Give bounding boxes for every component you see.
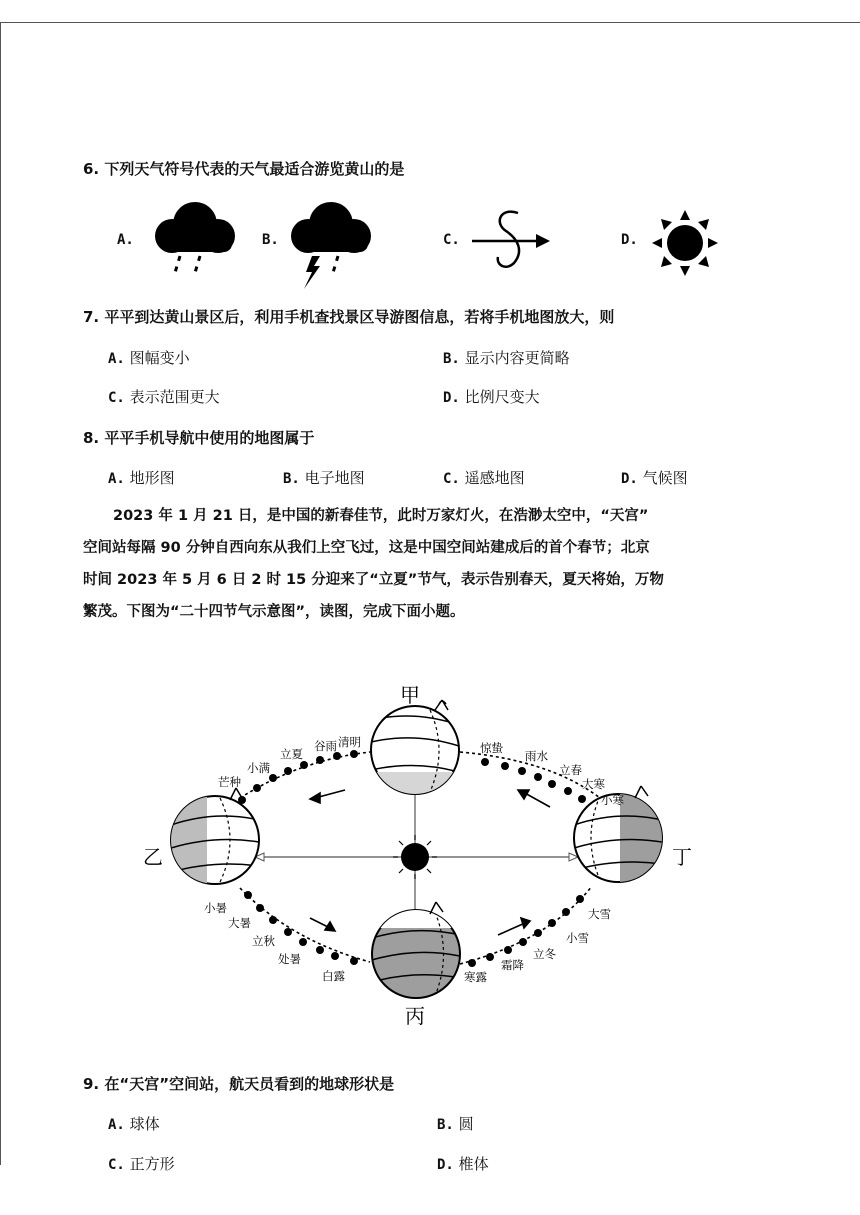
option-letter: B. bbox=[443, 351, 460, 367]
term-label-dahan: 大寒 bbox=[582, 777, 605, 791]
q7-option-a bbox=[108, 347, 190, 368]
term-label-chushu: 处暑 bbox=[278, 952, 301, 966]
option-text: 球体 bbox=[129, 1115, 160, 1133]
term-label-xiaoshu: 小暑 bbox=[204, 901, 227, 915]
option-text: 遥感地图 bbox=[464, 469, 525, 487]
sun-icon bbox=[650, 208, 720, 278]
q6-option-b-letter: B. bbox=[262, 232, 279, 248]
position-label-left: 乙 bbox=[143, 845, 163, 869]
term-label-lixia: 立夏 bbox=[280, 747, 303, 761]
passage-line-4: 繁茂。下图为“二十四节气示意图”，读图，完成下面小题。 bbox=[83, 604, 465, 620]
q9-option-a bbox=[108, 1113, 160, 1134]
position-label-right: 丁 bbox=[672, 845, 692, 869]
q8-option-a bbox=[108, 467, 175, 488]
q9-option-d bbox=[437, 1153, 489, 1174]
position-label-bottom: 丙 bbox=[405, 1004, 425, 1028]
q6-option-c-letter: C. bbox=[443, 232, 460, 248]
passage bbox=[83, 500, 783, 628]
earth-globe-left bbox=[171, 788, 259, 884]
option-letter: D. bbox=[443, 390, 460, 406]
thunderstorm-cloud-icon bbox=[286, 196, 376, 291]
option-text: 比例尺变大 bbox=[464, 388, 540, 406]
option-text: 气候图 bbox=[642, 469, 688, 487]
question-7-stem: 7. 平平到达黄山景区后，利用手机查找景区导游图信息，若将手机地图放大，则 bbox=[83, 308, 615, 326]
term-label-xiaohan: 小寒 bbox=[601, 793, 624, 807]
passage-line-1-text: 2023 年 1 月 21 日，是中国的新春佳节，此时万家灯火，在浩渺太空中，“天宫” bbox=[113, 508, 649, 524]
option-text: 地形图 bbox=[129, 469, 175, 487]
option-text: 图幅变小 bbox=[129, 349, 190, 367]
q8-option-d bbox=[621, 467, 688, 488]
option-text: 显示内容更简略 bbox=[464, 349, 570, 367]
q7-option-b bbox=[443, 347, 570, 368]
question-9-stem: 9. 在“天宫”空间站，航天员看到的地球形状是 bbox=[83, 1075, 395, 1093]
option-text: 表示范围更大 bbox=[129, 388, 220, 406]
q9-option-c bbox=[108, 1153, 175, 1174]
term-label-mangzhong: 芒种 bbox=[218, 775, 241, 789]
earth-globe-bottom bbox=[372, 902, 460, 998]
term-label-daxue: 大雪 bbox=[588, 907, 611, 921]
page-border bbox=[0, 22, 860, 23]
option-letter: A. bbox=[108, 1117, 125, 1133]
passage-line-3: 时间 2023 年 5 月 6 日 2 时 15 分迎来了“立夏”节气，表示告别春天，夏天将始，万物 bbox=[83, 572, 664, 588]
q6-option-d-letter: D. bbox=[621, 232, 638, 248]
option-letter: C. bbox=[108, 1157, 125, 1173]
term-label-hanlu: 寒露 bbox=[464, 970, 487, 984]
term-label-shuangjiang: 霜降 bbox=[501, 958, 524, 972]
term-label-liqiu: 立秋 bbox=[252, 934, 275, 948]
term-label-guyu: 谷雨 bbox=[314, 739, 337, 753]
term-label-lichun: 立春 bbox=[559, 763, 582, 777]
passage-line-1 bbox=[83, 500, 783, 532]
term-label-bailu: 白露 bbox=[322, 969, 345, 983]
option-text: 电子地图 bbox=[304, 469, 365, 487]
orbit-points-summer-autumn bbox=[244, 891, 358, 965]
passage-line-2: 空间站每隔 90 分钟自西向东从我们上空飞过，这是中国空间站建成后的首个春节；北京 bbox=[83, 540, 650, 556]
q6-option-a-letter: A. bbox=[117, 232, 134, 248]
earth-globe-top bbox=[371, 700, 459, 802]
option-text: 圆 bbox=[458, 1115, 474, 1133]
term-label-dashu: 大暑 bbox=[228, 916, 251, 930]
option-letter: B. bbox=[283, 471, 300, 487]
solar-terms-diagram bbox=[130, 680, 710, 1030]
q8-option-c bbox=[443, 467, 525, 488]
term-label-yushui: 雨水 bbox=[525, 749, 548, 763]
q8-option-b bbox=[283, 467, 365, 488]
q9-option-b bbox=[437, 1113, 474, 1134]
term-label-jingzhe: 惊蛰 bbox=[480, 741, 503, 755]
option-letter: B. bbox=[437, 1117, 454, 1133]
question-6-stem: 6. 下列天气符号代表的天气最适合游览黄山的是 bbox=[83, 160, 405, 178]
q7-option-c bbox=[108, 386, 220, 407]
option-letter: A. bbox=[108, 471, 125, 487]
option-letter: D. bbox=[621, 471, 638, 487]
term-label-lidong: 立冬 bbox=[533, 947, 556, 961]
option-text: 椎体 bbox=[458, 1155, 489, 1173]
question-8-stem: 8. 平平手机导航中使用的地图属于 bbox=[83, 429, 315, 447]
option-letter: C. bbox=[108, 390, 125, 406]
option-text: 正方形 bbox=[129, 1155, 175, 1173]
position-label-top: 甲 bbox=[400, 683, 420, 707]
q7-option-d bbox=[443, 386, 540, 407]
wind-arrow-icon bbox=[470, 205, 555, 275]
option-letter: D. bbox=[437, 1157, 454, 1173]
term-label-qingming: 清明 bbox=[338, 735, 361, 749]
page-border-left bbox=[0, 22, 1, 1165]
term-label-xiaoxue: 小雪 bbox=[566, 931, 589, 945]
option-letter: A. bbox=[108, 351, 125, 367]
option-letter: C. bbox=[443, 471, 460, 487]
term-label-xiaoman: 小满 bbox=[247, 761, 270, 775]
rain-cloud-icon bbox=[150, 196, 240, 286]
